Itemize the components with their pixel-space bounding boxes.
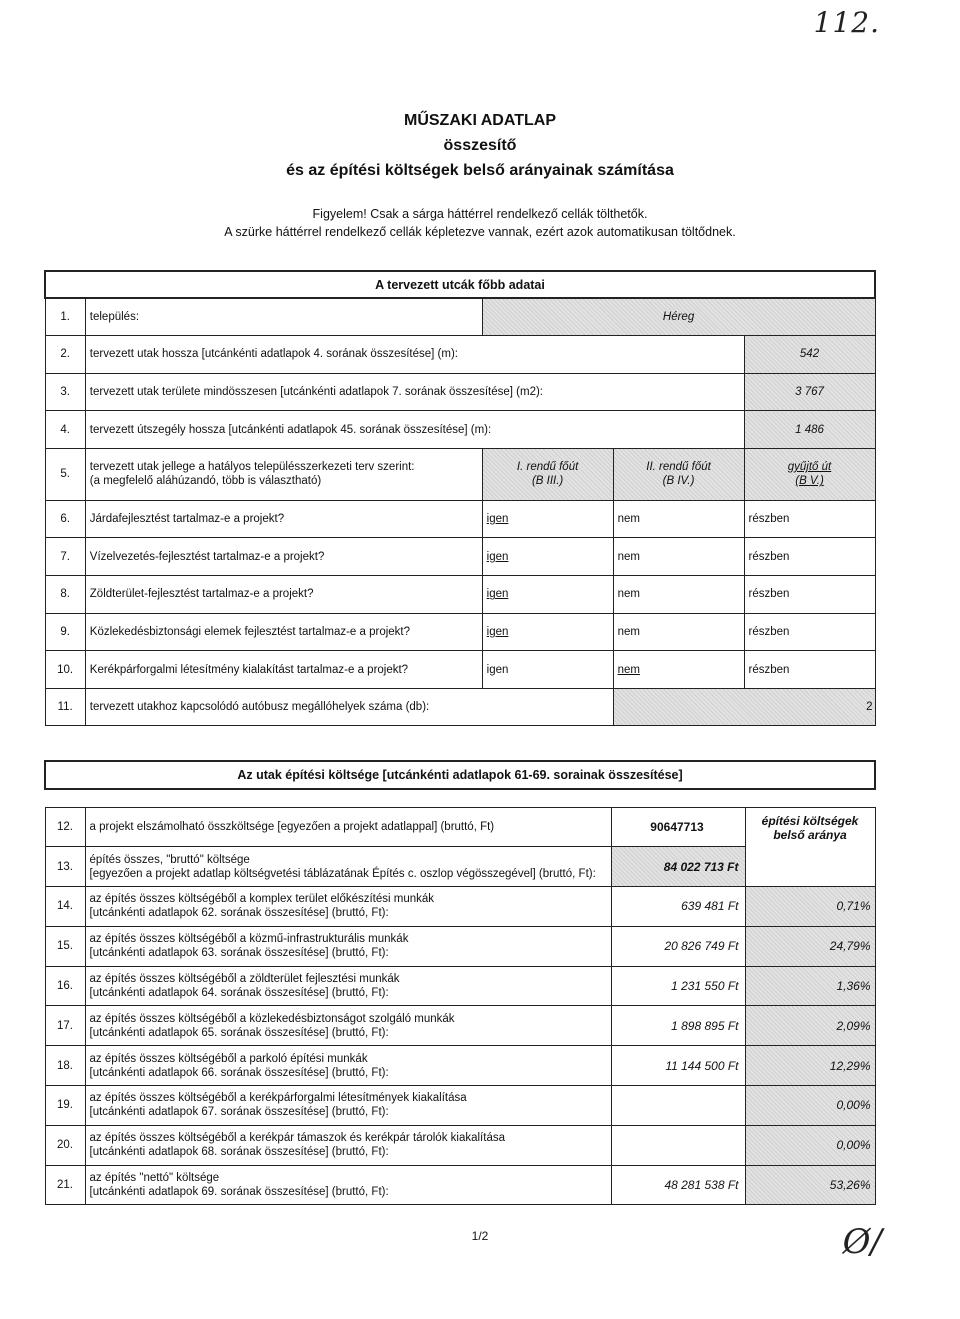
row-label-line-2: [utcánkénti adatlapok 62. sorának összesítése] (bruttó, Ft):	[89, 907, 389, 920]
row-number: 10.	[45, 651, 85, 689]
table-row	[45, 1046, 875, 1086]
question-label: Közlekedésbiztonsági elemek fejlesztést tartalmaz-e a projekt?	[85, 613, 482, 651]
answer-no[interactable]: nem	[613, 613, 744, 651]
row-number: 9.	[45, 613, 85, 651]
internal-ratio-header	[745, 807, 875, 887]
answer-yes[interactable]: igen	[482, 651, 613, 689]
row-number: 4.	[45, 411, 85, 449]
row-number: 3.	[45, 373, 85, 411]
row-number: 5.	[45, 448, 85, 500]
row-label-line-1: az építés összes költségéből a parkoló építési munkák	[89, 1052, 368, 1065]
row-label	[85, 448, 482, 500]
cost-ratio: 1,36%	[745, 966, 875, 1006]
handwritten-signature-mark: Ø/	[842, 1222, 882, 1262]
row-number: 16.	[45, 966, 85, 1006]
row-number: 14.	[45, 887, 85, 927]
road-type-collector[interactable]	[744, 448, 875, 500]
question-label: Járdafejlesztést tartalmaz-e a projekt?	[85, 500, 482, 538]
table-row	[45, 651, 875, 689]
table-row	[45, 500, 875, 538]
street-data-table	[44, 270, 876, 726]
cost-ratio: 0,71%	[745, 887, 875, 927]
answer-no[interactable]: nem	[613, 576, 744, 614]
row-number: 20.	[45, 1125, 85, 1165]
cost-value: 11 144 500 Ft	[611, 1046, 745, 1086]
table-row	[45, 336, 875, 374]
cost-ratio: 0,00%	[745, 1125, 875, 1165]
row-label-line-1: tervezett utak jellege a hatályos településszerkezeti terv szerint:	[89, 461, 415, 474]
table-row	[45, 298, 875, 336]
table-row	[45, 613, 875, 651]
row-label-line-2: (a megfelelő aláhúzandó, több is választható)	[89, 475, 322, 488]
row-label	[85, 887, 611, 927]
row-label-line-2: [utcánkénti adatlapok 67. sorának összesítése] (bruttó, Ft):	[89, 1106, 389, 1119]
row-label-line-2: [utcánkénti adatlapok 65. sorának összesítése] (bruttó, Ft):	[89, 1026, 389, 1039]
row-label-line-2: [utcánkénti adatlapok 66. sorának összesítése] (bruttó, Ft):	[89, 1066, 389, 1079]
table-row	[45, 1006, 875, 1046]
row-label-line-1: az építés összes költségéből a kerékpárforgalmi létesítmények kiakalítása	[89, 1092, 467, 1105]
cost-ratio: 0,00%	[745, 1086, 875, 1126]
table-row	[45, 807, 875, 847]
row-number: 2.	[45, 336, 85, 374]
row-number: 8.	[45, 576, 85, 614]
answer-no[interactable]: nem	[613, 538, 744, 576]
road-type-secondary[interactable]	[613, 448, 744, 500]
table-row	[45, 373, 875, 411]
row-number: 21.	[45, 1165, 85, 1205]
table-row	[45, 926, 875, 966]
row-number: 11.	[45, 688, 85, 726]
table-row	[45, 887, 875, 927]
option-line-2: (B IV.)	[662, 475, 695, 488]
row-label: tervezett utak hossza [utcánkénti adatlapok 4. sorának összesítése] (m):	[85, 336, 744, 374]
street-table-caption: A tervezett utcák főbb adatai	[45, 271, 875, 298]
cost-value: 48 281 538 Ft	[611, 1165, 745, 1205]
answer-partly[interactable]: részben	[744, 538, 875, 576]
row-label	[85, 1086, 611, 1126]
page-number: 1/2	[471, 1229, 489, 1243]
option-line-2: (B V.)	[795, 475, 824, 488]
row-number: 18.	[45, 1046, 85, 1086]
option-line-1: II. rendű főút	[646, 461, 711, 474]
row-label: a projekt elszámolható összköltsége [egyezően a projekt adatlappal] (bruttó, Ft)	[85, 807, 611, 847]
option-line-1: gyűjtő út	[787, 461, 832, 474]
row-number: 7.	[45, 538, 85, 576]
street-length-value: 542	[744, 336, 875, 374]
row-label-line-1: az építés összes költségéből a zöldterület fejlesztési munkák	[89, 973, 400, 986]
cost-ratio: 12,29%	[745, 1046, 875, 1086]
document-subtitle-1: összesítő	[443, 137, 517, 154]
curb-length-value: 1 486	[744, 411, 875, 449]
row-label-line-2: [utcánkénti adatlapok 69. sorának összesítése] (bruttó, Ft):	[89, 1186, 389, 1199]
fill-notice	[0, 205, 960, 241]
row-label	[85, 926, 611, 966]
gross-construction-cost: 84 022 713 Ft	[611, 847, 745, 887]
document-title: MŰSZAKI ADATLAP	[404, 112, 556, 129]
spacer-row	[45, 789, 875, 807]
cost-value: 20 826 749 Ft	[611, 926, 745, 966]
row-label-line-2: [utcánkénti adatlapok 68. sorának összesítése] (bruttó, Ft):	[89, 1146, 389, 1159]
row-label: tervezett utak területe mindösszesen [utcánkénti adatlapok 7. sorának összesítése] (m2):	[85, 373, 744, 411]
table-row	[45, 1165, 875, 1205]
notice-line-2: A szürke háttérrel rendelkező cellák képletezve vannak, ezért azok automatikusan töltődnek.	[224, 225, 736, 239]
cost-value	[611, 1125, 745, 1165]
answer-no[interactable]: nem	[613, 651, 744, 689]
row-label: település:	[85, 298, 482, 336]
cost-table-caption: Az utak építési költsége [utcánkénti adatlapok 61-69. sorainak összesítése]	[45, 761, 875, 789]
row-label-line-1: építés összes, "bruttó" költsége	[89, 853, 250, 866]
row-label	[85, 1006, 611, 1046]
settlement-value: Héreg	[482, 298, 875, 336]
option-line-2: (B III.)	[531, 475, 564, 488]
cost-value: 1 231 550 Ft	[611, 966, 745, 1006]
row-label	[85, 847, 611, 887]
row-label	[85, 1046, 611, 1086]
row-label-line-1: az építés összes költségéből a kerékpár támaszok és kerékpár tárolók kiakalítása	[89, 1132, 505, 1145]
cost-value: 1 898 895 Ft	[611, 1006, 745, 1046]
row-label-line-1: az építés "nettó" költsége	[89, 1172, 220, 1185]
street-area-value: 3 767	[744, 373, 875, 411]
table-row	[45, 1086, 875, 1126]
table-row	[45, 538, 875, 576]
ratio-header-line-2: belső aránya	[773, 827, 847, 842]
answer-partly[interactable]: részben	[744, 576, 875, 614]
question-label: Kerékpárforgalmi létesítmény kialakítást tartalmaz-e a projekt?	[85, 651, 482, 689]
bus-stop-count-value: 2	[613, 688, 875, 726]
row-label-line-2: [utcánkénti adatlapok 64. sorának összesítése] (bruttó, Ft):	[89, 987, 389, 1000]
answer-partly[interactable]: részben	[744, 651, 875, 689]
answer-yes[interactable]: igen	[482, 500, 613, 538]
cost-ratio: 53,26%	[745, 1165, 875, 1205]
row-label-line-1: az építés összes költségéből a közlekedésbiztonságot szolgáló munkák	[89, 1012, 455, 1025]
row-label-line-2: [utcánkénti adatlapok 63. sorának összesítése] (bruttó, Ft):	[89, 947, 389, 960]
row-number: 15.	[45, 926, 85, 966]
row-number: 6.	[45, 500, 85, 538]
table-row	[45, 688, 875, 726]
document-header	[0, 108, 960, 183]
row-label	[85, 1125, 611, 1165]
row-label-line-2: [egyezően a projekt adatlap költségvetési táblázatának Építés c. oszlop végösszegével] (bruttó, Ft):	[89, 867, 596, 880]
row-number: 12.	[45, 807, 85, 847]
table-row	[45, 966, 875, 1006]
handwritten-page-note: 112.	[813, 6, 880, 39]
answer-yes[interactable]: igen	[482, 613, 613, 651]
row-label: tervezett utakhoz kapcsolódó autóbusz megállóhelyek száma (db):	[85, 688, 613, 726]
answer-yes[interactable]: igen	[482, 538, 613, 576]
cost-value	[611, 1086, 745, 1126]
table-row	[45, 411, 875, 449]
row-number: 19.	[45, 1086, 85, 1126]
answer-yes[interactable]: igen	[482, 576, 613, 614]
answer-no[interactable]: nem	[613, 500, 744, 538]
table-row	[45, 448, 875, 500]
row-label-line-1: az építés összes költségéből a komplex terület előkészítési munkák	[89, 893, 435, 906]
road-type-primary[interactable]	[482, 448, 613, 500]
option-line-1: I. rendű főút	[516, 461, 579, 474]
row-number: 17.	[45, 1006, 85, 1046]
table-row	[45, 789, 875, 807]
table-row	[45, 1125, 875, 1165]
answer-partly[interactable]: részben	[744, 500, 875, 538]
notice-line-1: Figyelem! Csak a sárga háttérrel rendelkező cellák tölthetők.	[312, 207, 648, 221]
cost-value: 639 481 Ft	[611, 887, 745, 927]
cost-ratio: 2,09%	[745, 1006, 875, 1046]
row-label-line-1: az építés összes költségéből a közmű-infrastrukturális munkák	[89, 933, 409, 946]
question-label: Vízelvezetés-fejlesztést tartalmaz-e a projekt?	[85, 538, 482, 576]
row-label: tervezett útszegély hossza [utcánkénti adatlapok 45. sorának összesítése] (m):	[85, 411, 744, 449]
question-label: Zöldterület-fejlesztést tartalmaz-e a projekt?	[85, 576, 482, 614]
table-row	[45, 576, 875, 614]
cost-ratio: 24,79%	[745, 926, 875, 966]
answer-partly[interactable]: részben	[744, 613, 875, 651]
row-number: 1.	[45, 298, 85, 336]
row-label	[85, 966, 611, 1006]
row-label	[85, 1165, 611, 1205]
eligible-total-cost: 90647713	[611, 807, 745, 847]
document-subtitle-2: és az építési költségek belső arányainak számítása	[286, 162, 674, 179]
construction-cost-table	[44, 760, 876, 1205]
row-number: 13.	[45, 847, 85, 887]
ratio-header-line-1: építési költségek	[761, 813, 859, 828]
